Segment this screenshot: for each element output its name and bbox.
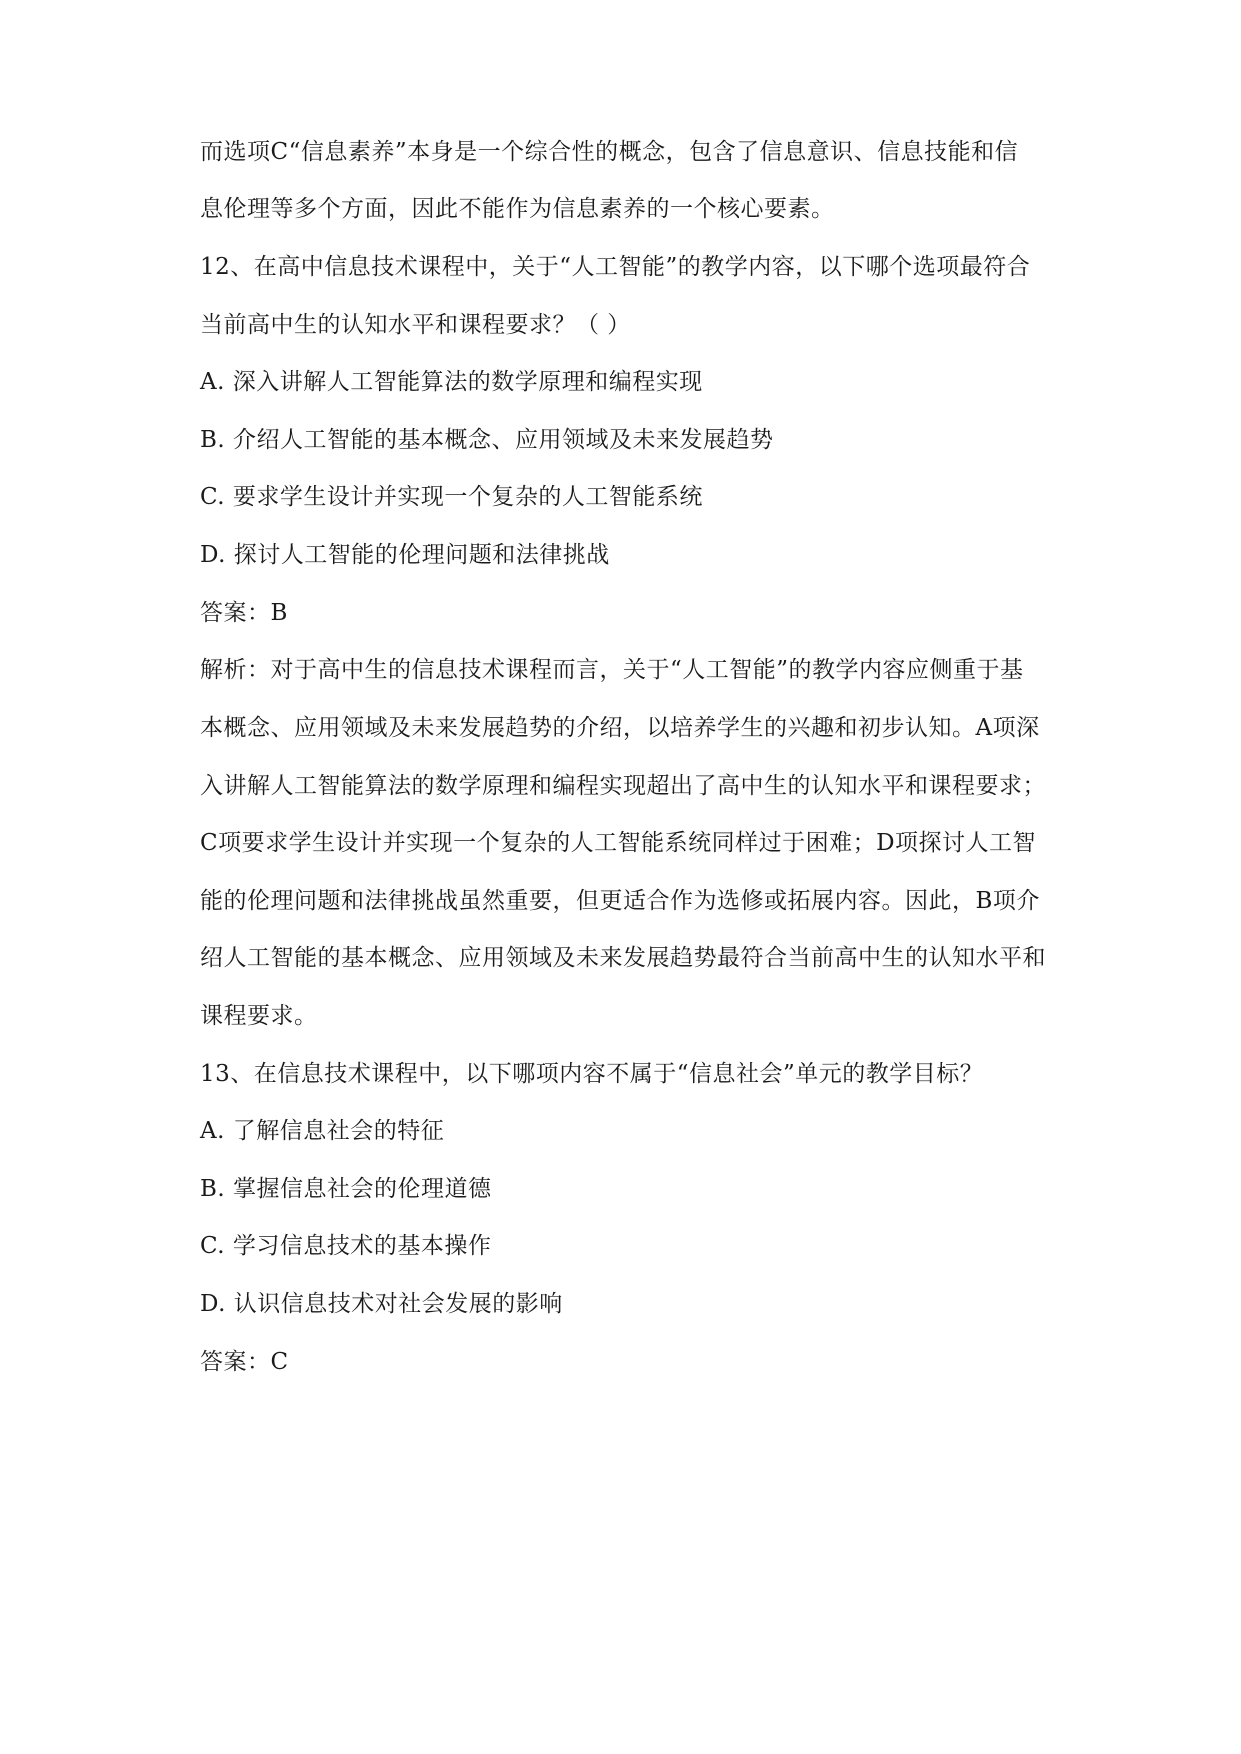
q12-analysis-line: 解析：对于高中生的信息技术课程而言，关于“人工智能”的教学内容应侧重于基	[200, 657, 1024, 683]
q13-option-d: D. 认识信息技术对社会发展的影响	[200, 1291, 563, 1317]
q12-analysis-line: 课程要求。	[200, 1003, 318, 1029]
q12-answer: 答案：B	[200, 600, 288, 626]
q12-option-c: C. 要求学生设计并实现一个复杂的人工智能系统	[200, 484, 703, 510]
q12-analysis-line: 本概念、应用领域及未来发展趋势的介绍，以培养学生的兴趣和初步认知。A项深	[200, 715, 1040, 741]
q12-question-line: 当前高中生的认知水平和课程要求？（ ）	[200, 312, 631, 338]
q12-option-a: A. 深入讲解人工智能算法的数学原理和编程实现	[200, 369, 703, 395]
q13-option-b: B. 掌握信息社会的伦理道德	[200, 1176, 492, 1202]
q12-option-b: B. 介绍人工智能的基本概念、应用领域及未来发展趋势	[200, 427, 774, 453]
q13-option-c: C. 学习信息技术的基本操作	[200, 1233, 492, 1259]
continuation-line: 息伦理等多个方面，因此不能作为信息素养的一个核心要素。	[200, 196, 835, 222]
q13-answer: 答案：C	[200, 1349, 289, 1375]
q12-analysis-line: 能的伦理问题和法律挑战虽然重要，但更适合作为选修或拓展内容。因此，B项介	[200, 888, 1040, 914]
q12-analysis-line: 绍人工智能的基本概念、应用领域及未来发展趋势最符合当前高中生的认知水平和	[200, 945, 1046, 971]
q13-question-line: 13、在信息技术课程中，以下哪项内容不属于“信息社会”单元的教学目标？	[200, 1061, 984, 1087]
q12-option-d: D. 探讨人工智能的伦理问题和法律挑战	[200, 542, 610, 568]
q13-option-a: A. 了解信息社会的特征	[200, 1118, 445, 1144]
continuation-line: 而选项C“信息素养”本身是一个综合性的概念，包含了信息意识、信息技能和信	[200, 139, 1019, 165]
q12-analysis-line: C项要求学生设计并实现一个复杂的人工智能系统同样过于困难；D项探讨人工智	[200, 830, 1037, 856]
q12-question-line: 12、在高中信息技术课程中，关于“人工智能”的教学内容，以下哪个选项最符合	[200, 254, 1031, 280]
q12-analysis-line: 入讲解人工智能算法的数学原理和编程实现超出了高中生的认知水平和课程要求；	[200, 773, 1046, 799]
